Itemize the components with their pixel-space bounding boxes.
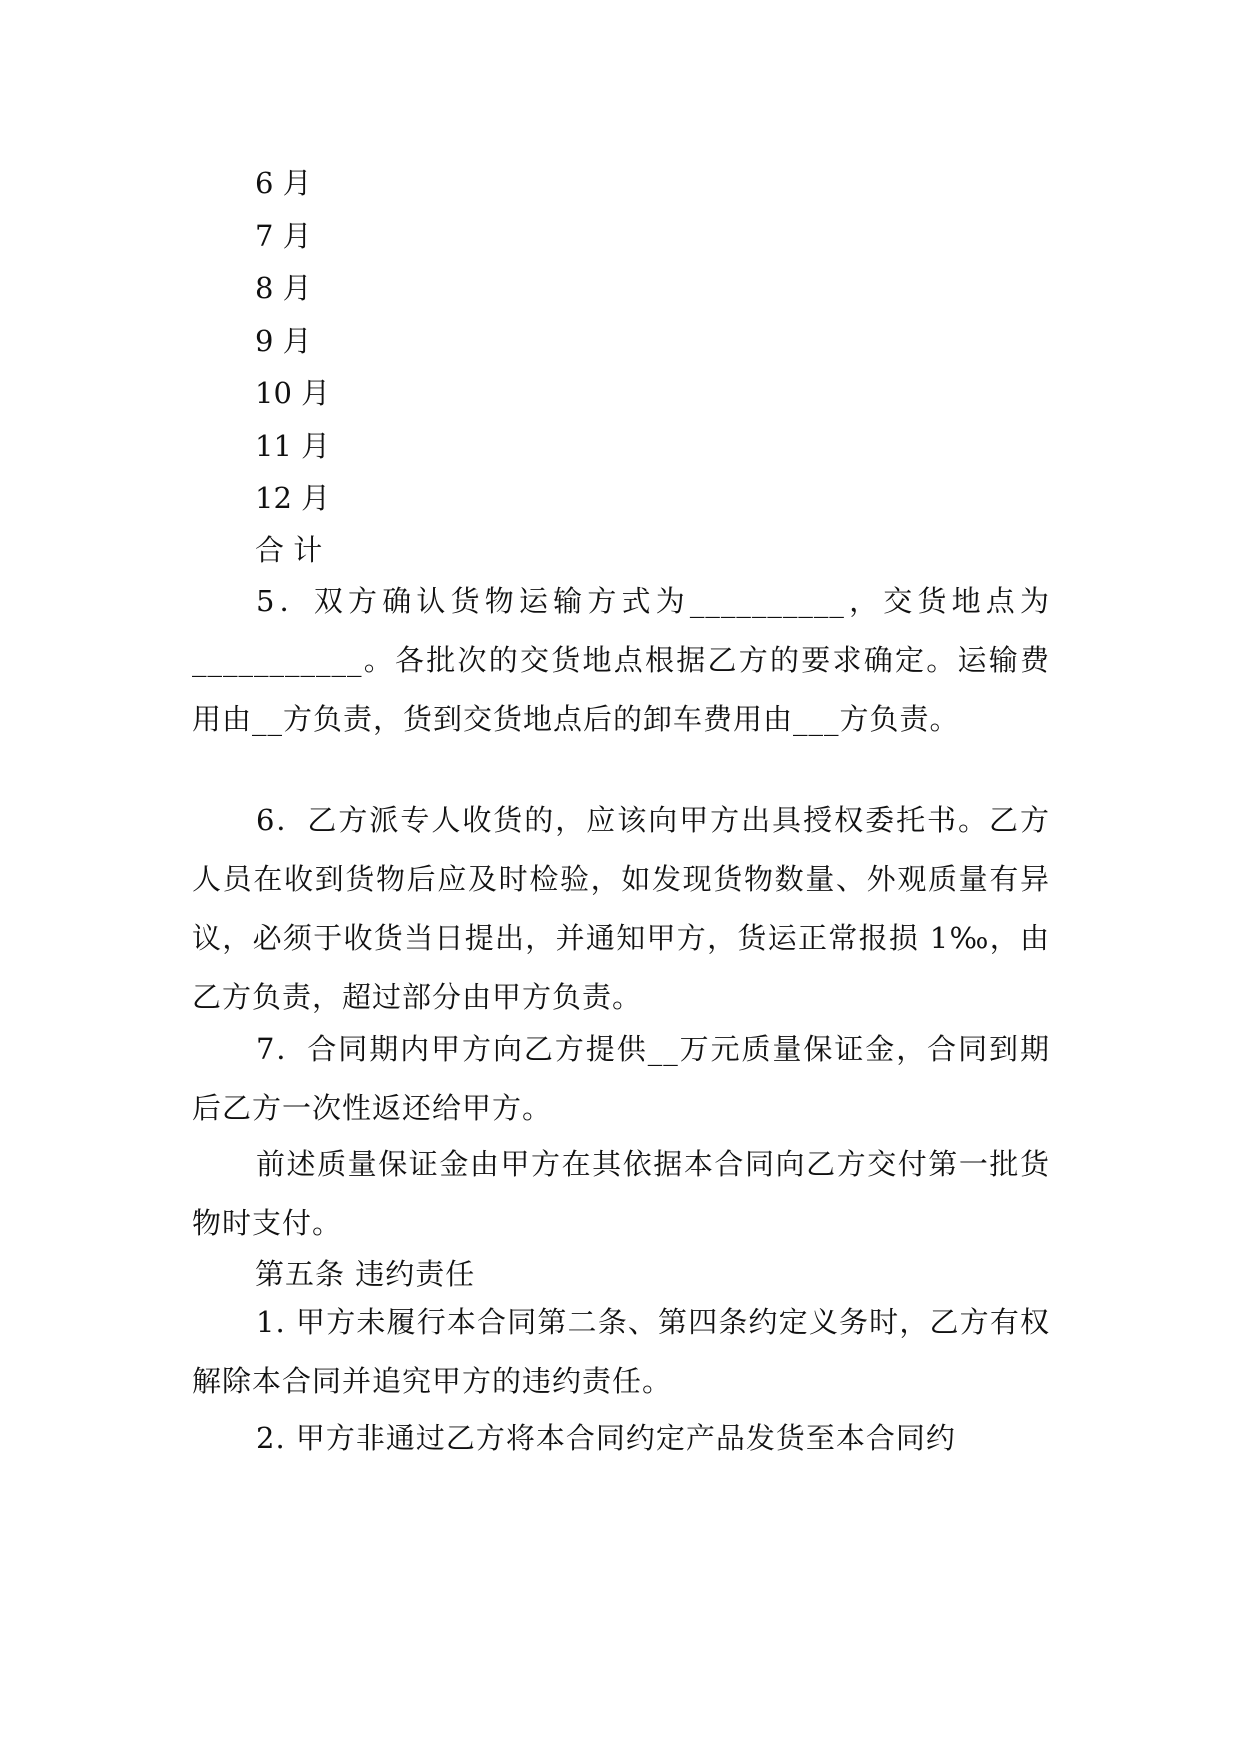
clause-6-paragraph: 6．乙方派专人收货的，应该向甲方出具授权委托书。乙方人员在收到货物后应及时检验，如发现货物数量、外观质量有异议，必须于收货当日提出，并通知甲方，货运正常报损 1‰，由乙方负责，超过部分由甲方负责。 [192, 803, 1050, 1014]
month-row-9: 9 月 [255, 324, 312, 358]
month-row-10: 10 月 [255, 376, 331, 410]
month-row-11: 11 月 [255, 429, 331, 463]
month-row-6: 6 月 [255, 166, 312, 200]
article-5-item-1: 1. 甲方未履行本合同第二条、第四条约定义务时，乙方有权解除本合同并追究甲方的违约责任。 [192, 1305, 1050, 1398]
clause-7-paragraph: 7．合同期内甲方向乙方提供__万元质量保证金，合同到期后乙方一次性返还给甲方。 [192, 1032, 1050, 1125]
month-row-12: 12 月 [255, 481, 331, 515]
guarantee-note-paragraph: 前述质量保证金由甲方在其依据本合同向乙方交付第一批货物时支付。 [192, 1147, 1050, 1240]
clause-5-paragraph: 5．双方确认货物运输方式为__________，交货地点为___________。各批次的交货地点根据乙方的要求确定。运输费用由__方负责，货到交货地点后的卸车费用由___方负责。 [192, 584, 1050, 736]
article-5-item-2: 2. 甲方非通过乙方将本合同约定产品发货至本合同约 [256, 1421, 956, 1455]
month-row-7: 7 月 [255, 219, 312, 253]
article-5-heading: 第五条 违约责任 [255, 1257, 476, 1291]
month-row-8: 8 月 [255, 271, 312, 305]
total-row: 合 计 [255, 533, 323, 567]
